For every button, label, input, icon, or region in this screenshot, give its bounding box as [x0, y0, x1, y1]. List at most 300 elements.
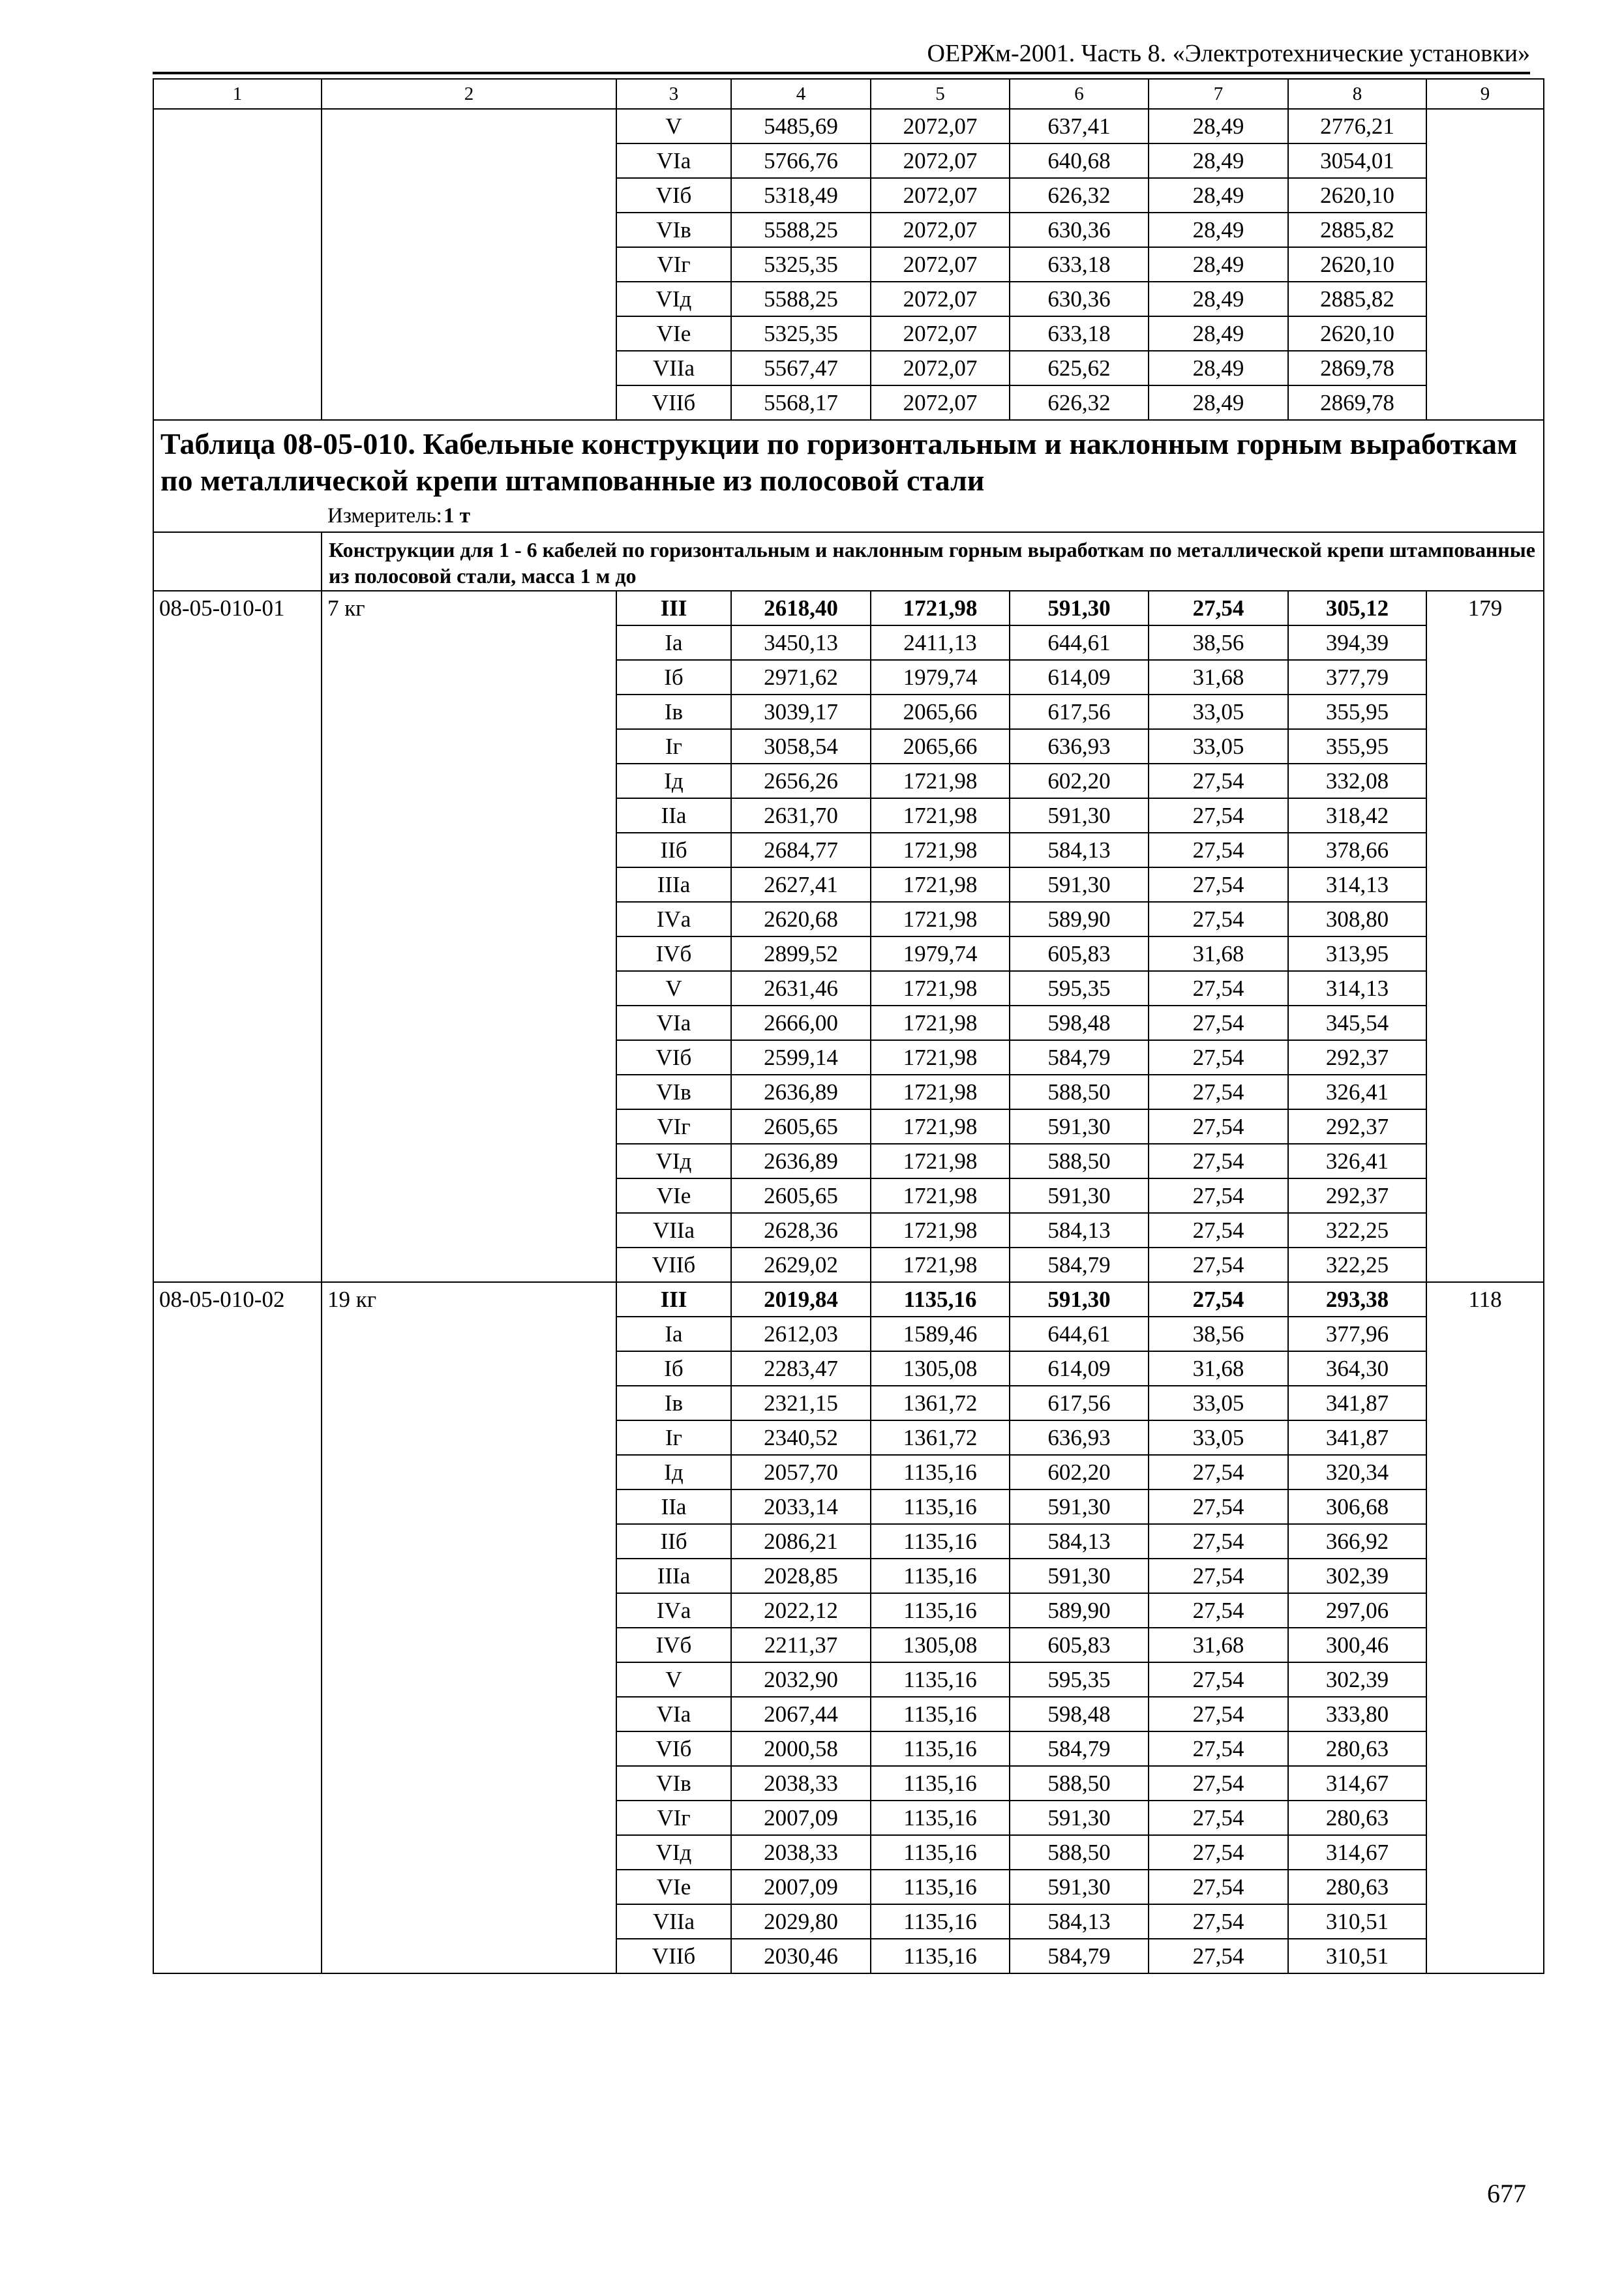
code-cell — [153, 109, 322, 420]
measure-value: 1 т — [444, 504, 470, 528]
machines-cell: 636,93 — [1010, 729, 1149, 764]
machines-cell: 591,30 — [1010, 1559, 1149, 1593]
machinist-wages-cell: 38,56 — [1149, 1317, 1288, 1351]
zone-cell: VIе — [616, 1178, 731, 1213]
total-cost-cell: 5485,69 — [731, 109, 871, 143]
wages-cell: 2065,66 — [871, 729, 1010, 764]
materials-cost-cell: 280,63 — [1288, 1870, 1426, 1904]
column-number-row — [153, 79, 1544, 109]
wages-cell: 1721,98 — [871, 867, 1010, 902]
total-cost-cell: 5588,25 — [731, 282, 871, 316]
total-cost-cell: 2599,14 — [731, 1040, 871, 1075]
zone-cell: VIд — [616, 282, 731, 316]
total-cost-cell: 5325,35 — [731, 316, 871, 351]
machines-cell: 614,09 — [1010, 660, 1149, 695]
materials-cost-cell: 293,38 — [1288, 1282, 1426, 1317]
materials-cost-cell: 322,25 — [1288, 1213, 1426, 1248]
zone-cell: VIIа — [616, 1213, 731, 1248]
materials-cost-cell: 308,80 — [1288, 902, 1426, 936]
machinist-wages-cell: 28,49 — [1149, 213, 1288, 247]
zone-cell: Iг — [616, 729, 731, 764]
machinist-wages-cell: 27,54 — [1149, 1040, 1288, 1075]
materials-cost-cell: 280,63 — [1288, 1731, 1426, 1766]
wages-cell: 1721,98 — [871, 1144, 1010, 1178]
machines-cell: 626,32 — [1010, 178, 1149, 213]
machinist-wages-cell: 27,54 — [1149, 1939, 1288, 1973]
machines-cell: 626,32 — [1010, 385, 1149, 420]
materials-cost-cell: 2620,10 — [1288, 247, 1426, 282]
materials-cost-cell: 366,92 — [1288, 1524, 1426, 1559]
machines-cell: 584,79 — [1010, 1939, 1149, 1973]
total-cost-cell: 2030,46 — [731, 1939, 871, 1973]
machines-cell: 584,13 — [1010, 833, 1149, 867]
total-cost-cell: 5588,25 — [731, 213, 871, 247]
column-number: 1 — [153, 79, 322, 109]
wages-cell: 1721,98 — [871, 1248, 1010, 1282]
total-cost-cell: 2666,00 — [731, 1006, 871, 1040]
total-cost-cell: 3450,13 — [731, 625, 871, 660]
machines-cell: 591,30 — [1010, 1489, 1149, 1524]
page-number: 677 — [1487, 2179, 1526, 2208]
wages-cell: 1135,16 — [871, 1593, 1010, 1628]
machinist-wages-cell: 27,54 — [1149, 1144, 1288, 1178]
machinist-wages-cell: 27,54 — [1149, 1662, 1288, 1697]
total-cost-cell: 2631,70 — [731, 798, 871, 833]
header-rule — [153, 72, 1530, 74]
wages-cell: 1589,46 — [871, 1317, 1010, 1351]
total-cost-cell: 2057,70 — [731, 1455, 871, 1489]
machinist-wages-cell: 28,49 — [1149, 385, 1288, 420]
total-cost-cell: 2629,02 — [731, 1248, 871, 1282]
total-cost-cell: 2684,77 — [731, 833, 871, 867]
wages-cell: 2072,07 — [871, 247, 1010, 282]
materials-cost-cell: 2776,21 — [1288, 109, 1426, 143]
total-cost-cell: 2032,90 — [731, 1662, 871, 1697]
zone-cell: VIб — [616, 178, 731, 213]
zone-cell: V — [616, 109, 731, 143]
materials-cost-cell: 341,87 — [1288, 1386, 1426, 1420]
total-cost-cell: 2019,84 — [731, 1282, 871, 1317]
materials-cost-cell: 2620,10 — [1288, 316, 1426, 351]
zone-cell: Iа — [616, 1317, 731, 1351]
machines-cell: 630,36 — [1010, 282, 1149, 316]
materials-cost-cell: 333,80 — [1288, 1697, 1426, 1731]
machinist-wages-cell: 27,54 — [1149, 867, 1288, 902]
machinist-wages-cell: 28,49 — [1149, 247, 1288, 282]
machinist-wages-cell: 27,54 — [1149, 591, 1288, 625]
machines-cell: 605,83 — [1010, 936, 1149, 971]
rate-name-cell: 7 кг — [322, 591, 616, 1282]
zone-cell: VIб — [616, 1731, 731, 1766]
machines-cell: 598,48 — [1010, 1006, 1149, 1040]
machinist-wages-cell: 27,54 — [1149, 1524, 1288, 1559]
total-cost-cell: 2899,52 — [731, 936, 871, 971]
wages-cell: 1305,08 — [871, 1351, 1010, 1386]
wages-cell: 1305,08 — [871, 1628, 1010, 1662]
total-cost-cell: 2631,46 — [731, 971, 871, 1006]
total-cost-cell: 2627,41 — [731, 867, 871, 902]
machines-cell: 602,20 — [1010, 764, 1149, 798]
wages-cell: 2072,07 — [871, 213, 1010, 247]
zone-cell: VIв — [616, 213, 731, 247]
machines-cell: 591,30 — [1010, 591, 1149, 625]
materials-cost-cell: 345,54 — [1288, 1006, 1426, 1040]
machinist-wages-cell: 27,54 — [1149, 1766, 1288, 1801]
machines-cell: 591,30 — [1010, 798, 1149, 833]
machines-cell: 630,36 — [1010, 213, 1149, 247]
total-cost-cell: 2618,40 — [731, 591, 871, 625]
zone-cell: IVб — [616, 1628, 731, 1662]
column-number: 2 — [322, 79, 616, 109]
zone-cell: VIб — [616, 1040, 731, 1075]
machinist-wages-cell: 27,54 — [1149, 1489, 1288, 1524]
zone-cell: Iа — [616, 625, 731, 660]
measure-row — [160, 503, 1537, 529]
machines-cell: 598,48 — [1010, 1697, 1149, 1731]
wages-cell: 1721,98 — [871, 1075, 1010, 1109]
machines-cell: 591,30 — [1010, 1282, 1149, 1317]
materials-cost-cell: 326,41 — [1288, 1144, 1426, 1178]
wages-cell: 1135,16 — [871, 1282, 1010, 1317]
machinist-wages-cell: 33,05 — [1149, 1420, 1288, 1455]
price-cell — [1426, 109, 1544, 420]
machinist-wages-cell: 38,56 — [1149, 625, 1288, 660]
price-cell: 118 — [1426, 1282, 1544, 1973]
wages-cell: 1135,16 — [871, 1524, 1010, 1559]
wages-cell: 1361,72 — [871, 1420, 1010, 1455]
materials-cost-cell: 302,39 — [1288, 1662, 1426, 1697]
wages-cell: 2065,66 — [871, 695, 1010, 729]
total-cost-cell: 2636,89 — [731, 1144, 871, 1178]
machines-cell: 636,93 — [1010, 1420, 1149, 1455]
zone-cell: VIIа — [616, 1904, 731, 1939]
wages-cell: 2072,07 — [871, 385, 1010, 420]
total-cost-cell: 2007,09 — [731, 1801, 871, 1835]
materials-cost-cell: 310,51 — [1288, 1939, 1426, 1973]
materials-cost-cell: 314,67 — [1288, 1835, 1426, 1870]
name-cell — [322, 109, 616, 420]
zone-cell: Iд — [616, 1455, 731, 1489]
machines-cell: 625,62 — [1010, 351, 1149, 385]
total-cost-cell: 3058,54 — [731, 729, 871, 764]
total-cost-cell: 5568,17 — [731, 385, 871, 420]
machinist-wages-cell: 27,54 — [1149, 1248, 1288, 1282]
total-cost-cell: 2022,12 — [731, 1593, 871, 1628]
zone-cell: VIв — [616, 1766, 731, 1801]
total-cost-cell: 2971,62 — [731, 660, 871, 695]
machines-cell: 595,35 — [1010, 971, 1149, 1006]
materials-cost-cell: 322,25 — [1288, 1248, 1426, 1282]
wages-cell: 1135,16 — [871, 1801, 1010, 1835]
total-cost-cell: 2636,89 — [731, 1075, 871, 1109]
zone-cell: IVа — [616, 1593, 731, 1628]
column-number: 4 — [731, 79, 871, 109]
zone-cell: VIа — [616, 1697, 731, 1731]
wages-cell: 1979,74 — [871, 936, 1010, 971]
rate-code-cell: 08-05-010-01 — [153, 591, 322, 1282]
wages-cell: 1135,16 — [871, 1559, 1010, 1593]
machines-cell: 605,83 — [1010, 1628, 1149, 1662]
machines-cell: 584,79 — [1010, 1248, 1149, 1282]
machinist-wages-cell: 27,54 — [1149, 1075, 1288, 1109]
machines-cell: 589,90 — [1010, 1593, 1149, 1628]
materials-cost-cell: 292,37 — [1288, 1109, 1426, 1144]
machinist-wages-cell: 27,54 — [1149, 833, 1288, 867]
zone-cell: VIIб — [616, 1939, 731, 1973]
zone-cell: VIг — [616, 1801, 731, 1835]
materials-cost-cell: 297,06 — [1288, 1593, 1426, 1628]
wages-cell: 1135,16 — [871, 1662, 1010, 1697]
machines-cell: 595,35 — [1010, 1662, 1149, 1697]
wages-cell: 1721,98 — [871, 1178, 1010, 1213]
machinist-wages-cell: 27,54 — [1149, 1593, 1288, 1628]
zone-cell: VIIб — [616, 1248, 731, 1282]
machinist-wages-cell: 31,68 — [1149, 660, 1288, 695]
machines-cell: 588,50 — [1010, 1144, 1149, 1178]
materials-cost-cell: 314,13 — [1288, 971, 1426, 1006]
zone-cell: VIд — [616, 1144, 731, 1178]
wages-cell: 1721,98 — [871, 764, 1010, 798]
total-cost-cell: 2620,68 — [731, 902, 871, 936]
price-cell: 179 — [1426, 591, 1544, 1282]
wages-cell: 1721,98 — [871, 591, 1010, 625]
wages-cell: 1721,98 — [871, 1040, 1010, 1075]
total-cost-cell: 2612,03 — [731, 1317, 871, 1351]
materials-cost-cell: 300,46 — [1288, 1628, 1426, 1662]
column-number: 8 — [1288, 79, 1426, 109]
machines-cell: 584,79 — [1010, 1040, 1149, 1075]
machinist-wages-cell: 28,49 — [1149, 351, 1288, 385]
machinist-wages-cell: 28,49 — [1149, 109, 1288, 143]
materials-cost-cell: 2620,10 — [1288, 178, 1426, 213]
wages-cell: 1721,98 — [871, 1109, 1010, 1144]
machines-cell: 591,30 — [1010, 1178, 1149, 1213]
machines-cell: 633,18 — [1010, 247, 1149, 282]
total-cost-cell: 5325,35 — [731, 247, 871, 282]
total-cost-cell: 2038,33 — [731, 1766, 871, 1801]
machines-cell: 644,61 — [1010, 1317, 1149, 1351]
materials-cost-cell: 2885,82 — [1288, 213, 1426, 247]
machinist-wages-cell: 27,54 — [1149, 1006, 1288, 1040]
rate-name-cell: 19 кг — [322, 1282, 616, 1973]
machinist-wages-cell: 31,68 — [1149, 1351, 1288, 1386]
wages-cell: 2072,07 — [871, 282, 1010, 316]
zone-cell: VIг — [616, 1109, 731, 1144]
wages-cell: 2072,07 — [871, 109, 1010, 143]
total-cost-cell: 2038,33 — [731, 1835, 871, 1870]
materials-cost-cell: 355,95 — [1288, 695, 1426, 729]
zone-cell: Iд — [616, 764, 731, 798]
materials-cost-cell: 314,67 — [1288, 1766, 1426, 1801]
total-cost-cell: 2086,21 — [731, 1524, 871, 1559]
zone-cell: III — [616, 591, 731, 625]
machinist-wages-cell: 31,68 — [1149, 936, 1288, 971]
zone-cell: IIб — [616, 1524, 731, 1559]
total-cost-cell: 2605,65 — [731, 1178, 871, 1213]
materials-cost-cell: 2885,82 — [1288, 282, 1426, 316]
wages-cell: 1135,16 — [871, 1835, 1010, 1870]
zone-cell: IIа — [616, 1489, 731, 1524]
wages-cell: 1721,98 — [871, 902, 1010, 936]
machines-cell: 584,13 — [1010, 1524, 1149, 1559]
total-cost-cell: 2033,14 — [731, 1489, 871, 1524]
zone-cell: VIд — [616, 1835, 731, 1870]
zone-cell: III — [616, 1282, 731, 1317]
page-header: ОЕРЖм-2001. Часть 8. «Электротехнические установки» — [927, 40, 1530, 67]
materials-cost-cell: 310,51 — [1288, 1904, 1426, 1939]
zone-cell: VIа — [616, 1006, 731, 1040]
wages-cell: 2411,13 — [871, 625, 1010, 660]
machines-cell: 588,50 — [1010, 1075, 1149, 1109]
machines-cell: 640,68 — [1010, 143, 1149, 178]
materials-cost-cell: 292,37 — [1288, 1178, 1426, 1213]
wages-cell: 2072,07 — [871, 143, 1010, 178]
section-description: Конструкции для 1 - 6 кабелей по горизонтальным и наклонным горным выработкам по металлической крепи штампованные из полосовой стали, масса 1 м до — [322, 532, 1544, 591]
total-cost-cell: 2283,47 — [731, 1351, 871, 1386]
table-row — [153, 1282, 1544, 1317]
machinist-wages-cell: 31,68 — [1149, 1628, 1288, 1662]
materials-cost-cell: 320,34 — [1288, 1455, 1426, 1489]
materials-cost-cell: 377,96 — [1288, 1317, 1426, 1351]
zone-cell: Iб — [616, 660, 731, 695]
total-cost-cell: 5318,49 — [731, 178, 871, 213]
zone-cell: VIв — [616, 1075, 731, 1109]
zone-cell: IIб — [616, 833, 731, 867]
materials-cost-cell: 314,13 — [1288, 867, 1426, 902]
zone-cell: V — [616, 1662, 731, 1697]
zone-cell: IIIа — [616, 1559, 731, 1593]
materials-cost-cell: 2869,78 — [1288, 385, 1426, 420]
wages-cell: 2072,07 — [871, 316, 1010, 351]
materials-cost-cell: 305,12 — [1288, 591, 1426, 625]
machinist-wages-cell: 33,05 — [1149, 695, 1288, 729]
machinist-wages-cell: 28,49 — [1149, 316, 1288, 351]
column-number: 5 — [871, 79, 1010, 109]
zone-cell: IIа — [616, 798, 731, 833]
machines-cell: 644,61 — [1010, 625, 1149, 660]
zone-cell: VIе — [616, 1870, 731, 1904]
wages-cell: 1721,98 — [871, 798, 1010, 833]
materials-cost-cell: 313,95 — [1288, 936, 1426, 971]
wages-cell: 1135,16 — [871, 1766, 1010, 1801]
total-cost-cell: 5567,47 — [731, 351, 871, 385]
total-cost-cell: 2028,85 — [731, 1559, 871, 1593]
machines-cell: 591,30 — [1010, 1870, 1149, 1904]
section-empty-cell — [153, 532, 322, 591]
total-cost-cell: 2067,44 — [731, 1697, 871, 1731]
table-row — [153, 591, 1544, 625]
machines-cell: 637,41 — [1010, 109, 1149, 143]
wages-cell: 1135,16 — [871, 1455, 1010, 1489]
machinist-wages-cell: 27,54 — [1149, 971, 1288, 1006]
rates-table-body — [153, 79, 1544, 1973]
machinist-wages-cell: 27,54 — [1149, 1178, 1288, 1213]
zone-cell: Iв — [616, 695, 731, 729]
materials-cost-cell: 318,42 — [1288, 798, 1426, 833]
wages-cell: 2072,07 — [871, 178, 1010, 213]
total-cost-cell: 2029,80 — [731, 1904, 871, 1939]
section-row — [153, 532, 1544, 591]
machinist-wages-cell: 27,54 — [1149, 1697, 1288, 1731]
zone-cell: VIе — [616, 316, 731, 351]
materials-cost-cell: 292,37 — [1288, 1040, 1426, 1075]
total-cost-cell: 5766,76 — [731, 143, 871, 178]
wages-cell: 1135,16 — [871, 1870, 1010, 1904]
column-number: 3 — [616, 79, 731, 109]
materials-cost-cell: 3054,01 — [1288, 143, 1426, 178]
wages-cell: 1135,16 — [871, 1697, 1010, 1731]
rate-code-cell: 08-05-010-02 — [153, 1282, 322, 1973]
machines-cell: 633,18 — [1010, 316, 1149, 351]
wages-cell: 1721,98 — [871, 1006, 1010, 1040]
table-title-row — [153, 420, 1544, 532]
wages-cell: 1721,98 — [871, 971, 1010, 1006]
machines-cell: 584,79 — [1010, 1731, 1149, 1766]
machines-cell: 588,50 — [1010, 1835, 1149, 1870]
materials-cost-cell: 280,63 — [1288, 1801, 1426, 1835]
machinist-wages-cell: 27,54 — [1149, 798, 1288, 833]
machinist-wages-cell: 27,54 — [1149, 1109, 1288, 1144]
machines-cell: 591,30 — [1010, 1801, 1149, 1835]
machinist-wages-cell: 27,54 — [1149, 1904, 1288, 1939]
machinist-wages-cell: 27,54 — [1149, 764, 1288, 798]
machinist-wages-cell: 27,54 — [1149, 1731, 1288, 1766]
wages-cell: 1721,98 — [871, 1213, 1010, 1248]
zone-cell: Iг — [616, 1420, 731, 1455]
total-cost-cell: 2656,26 — [731, 764, 871, 798]
wages-cell: 1721,98 — [871, 833, 1010, 867]
wages-cell: 1135,16 — [871, 1939, 1010, 1973]
machinist-wages-cell: 28,49 — [1149, 282, 1288, 316]
machines-cell: 614,09 — [1010, 1351, 1149, 1386]
machines-cell: 617,56 — [1010, 1386, 1149, 1420]
column-number: 9 — [1426, 79, 1544, 109]
machinist-wages-cell: 27,54 — [1149, 902, 1288, 936]
total-cost-cell: 2211,37 — [731, 1628, 871, 1662]
zone-cell: V — [616, 971, 731, 1006]
wages-cell: 1135,16 — [871, 1904, 1010, 1939]
wages-cell: 1135,16 — [871, 1489, 1010, 1524]
materials-cost-cell: 306,68 — [1288, 1489, 1426, 1524]
machinist-wages-cell: 27,54 — [1149, 1801, 1288, 1835]
table-title: Таблица 08-05-010. Кабельные конструкции по горизонтальным и наклонным горным выработкам по металлической крепи штампованные из полосовой стали — [160, 427, 1518, 497]
machinist-wages-cell: 28,49 — [1149, 178, 1288, 213]
materials-cost-cell: 332,08 — [1288, 764, 1426, 798]
total-cost-cell: 2321,15 — [731, 1386, 871, 1420]
column-number: 7 — [1149, 79, 1288, 109]
rates-table — [153, 78, 1544, 1974]
zone-cell: IIIа — [616, 867, 731, 902]
column-number: 6 — [1010, 79, 1149, 109]
total-cost-cell: 2605,65 — [731, 1109, 871, 1144]
measure-label: Измеритель: — [327, 504, 442, 528]
machinist-wages-cell: 27,54 — [1149, 1455, 1288, 1489]
total-cost-cell: 2628,36 — [731, 1213, 871, 1248]
materials-cost-cell: 378,66 — [1288, 833, 1426, 867]
machines-cell: 589,90 — [1010, 902, 1149, 936]
total-cost-cell: 2007,09 — [731, 1870, 871, 1904]
zone-cell: VIIа — [616, 351, 731, 385]
zone-cell: Iб — [616, 1351, 731, 1386]
zone-cell: VIа — [616, 143, 731, 178]
zone-cell: IVб — [616, 936, 731, 971]
zone-cell: IVа — [616, 902, 731, 936]
materials-cost-cell: 377,79 — [1288, 660, 1426, 695]
wages-cell: 2072,07 — [871, 351, 1010, 385]
machinist-wages-cell: 27,54 — [1149, 1559, 1288, 1593]
machines-cell: 617,56 — [1010, 695, 1149, 729]
machinist-wages-cell: 27,54 — [1149, 1870, 1288, 1904]
